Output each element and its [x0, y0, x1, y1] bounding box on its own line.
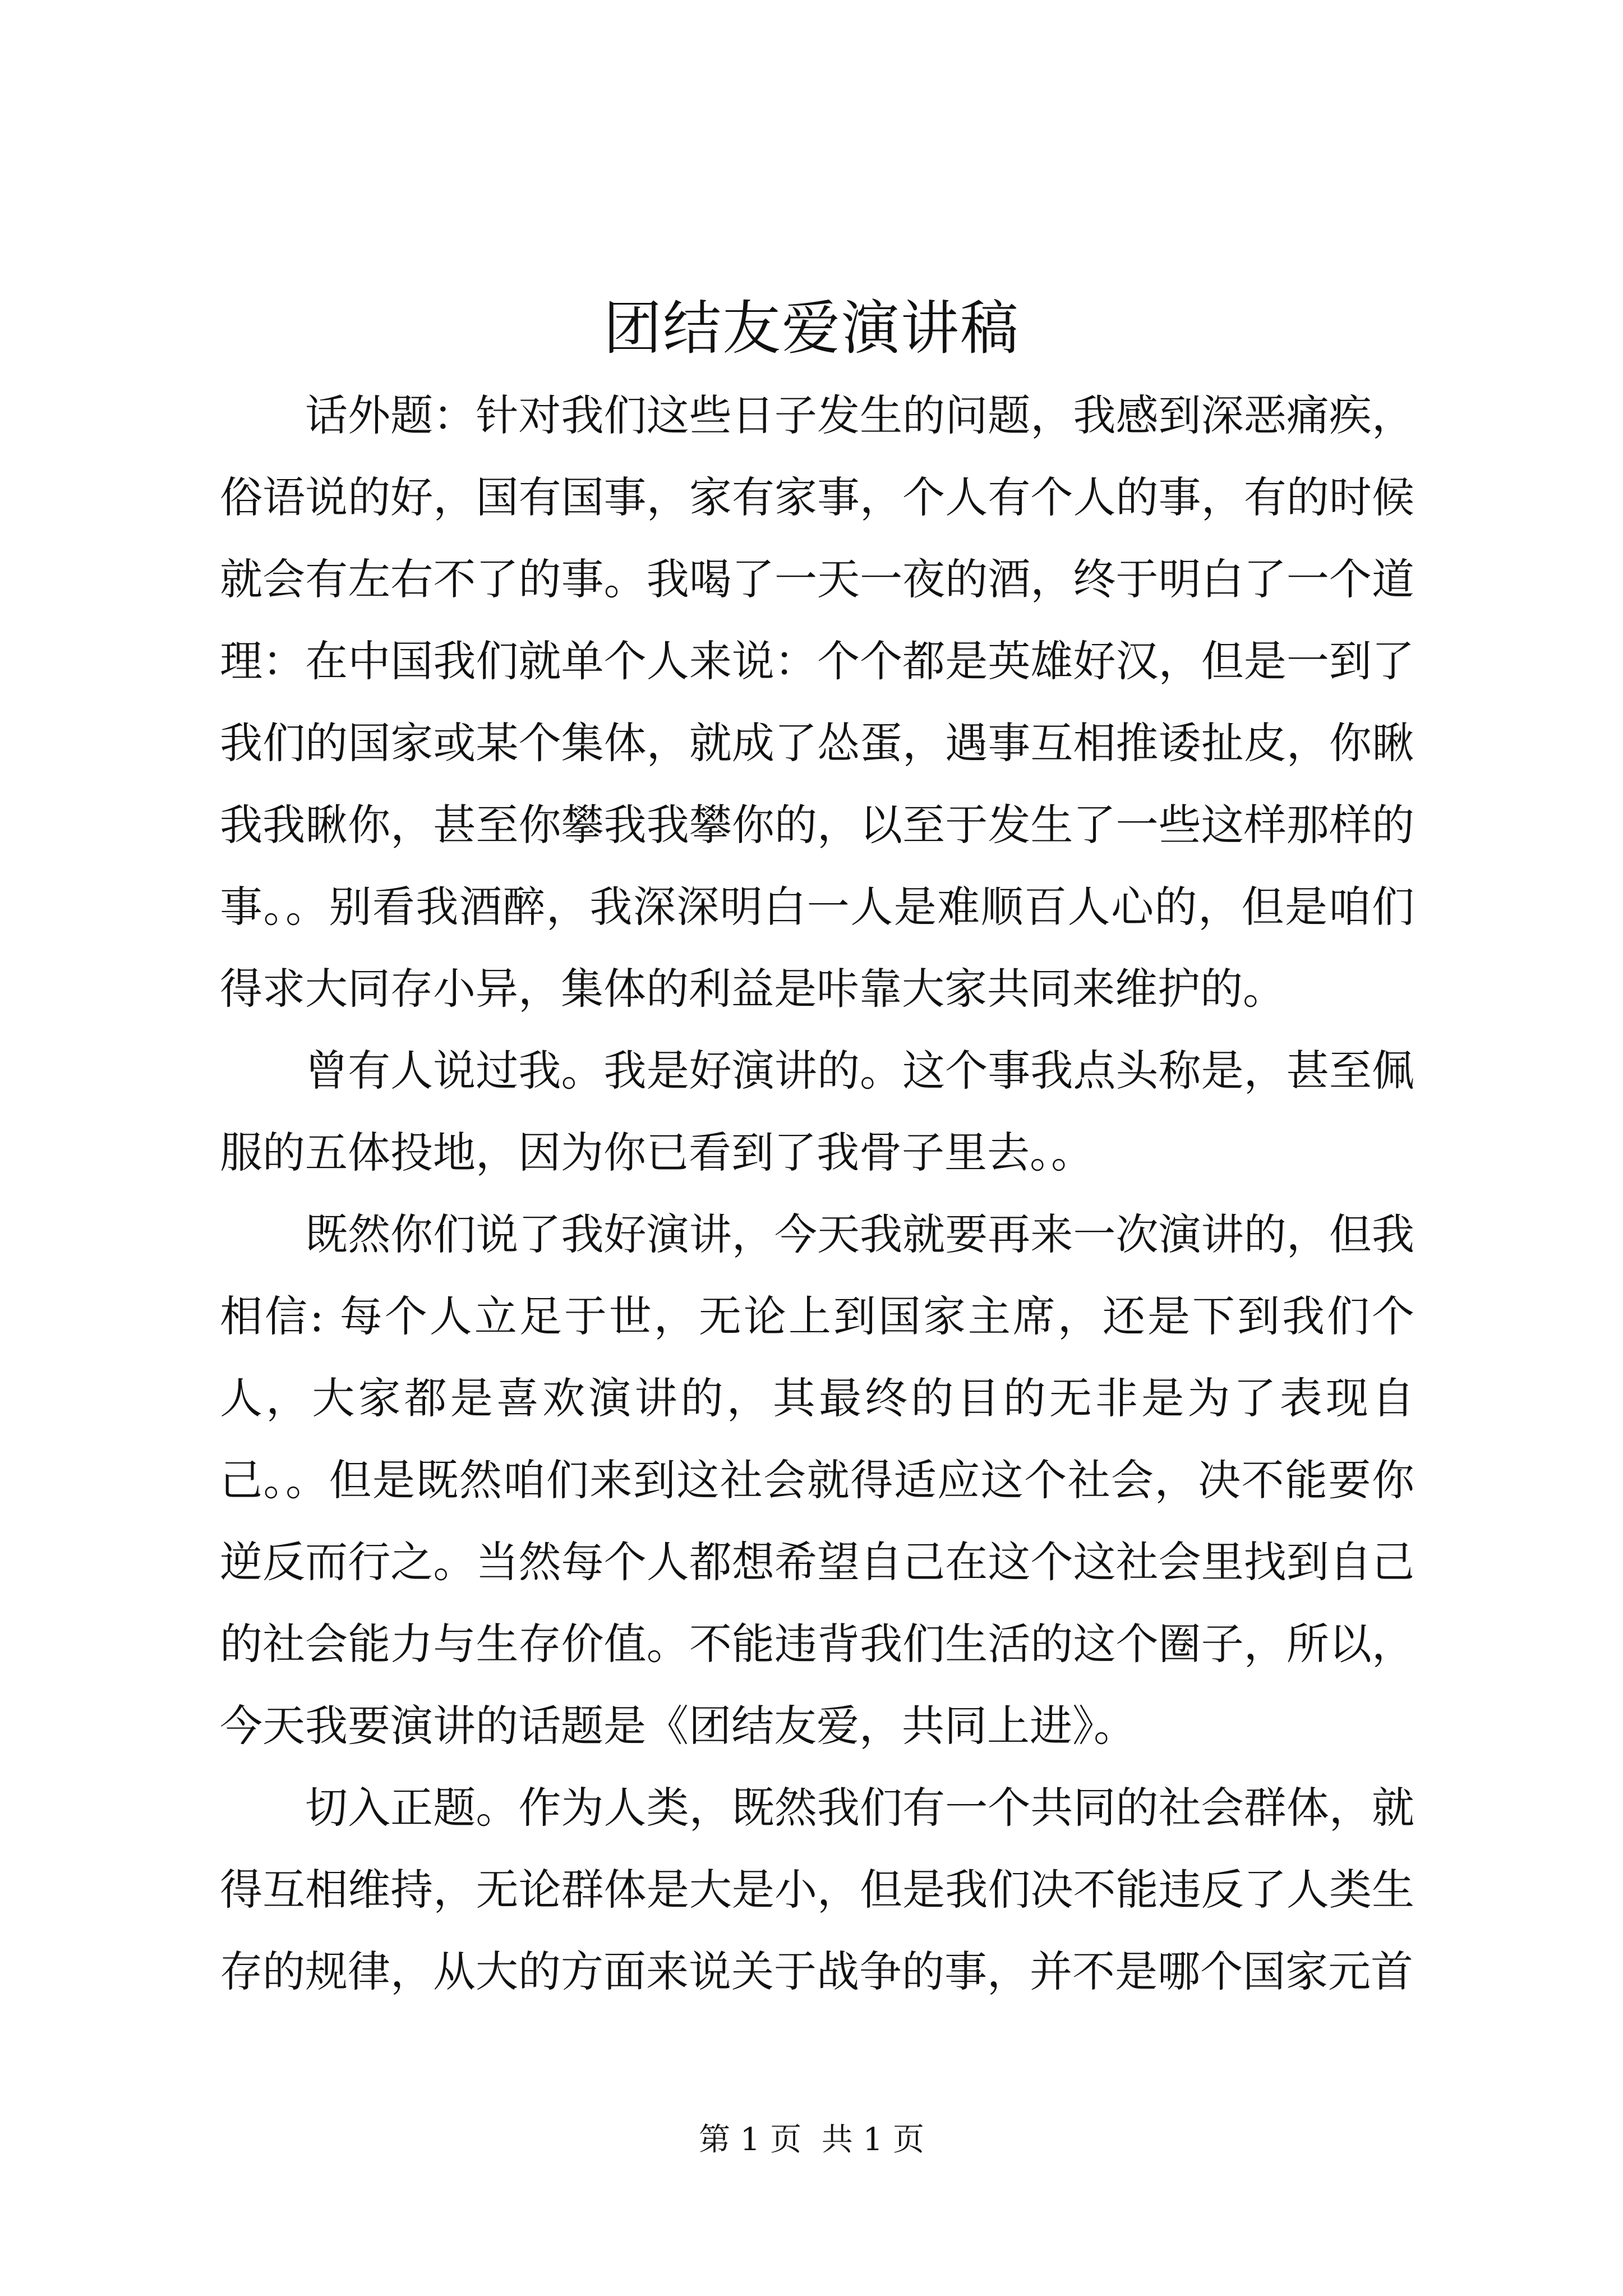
paragraph-3: 既然你们说了我好演讲，今天我就要再来一次演讲的，但我相信: 每个人立足于世，无论上到国家主席，还是下到我们个人，大家都是喜欢演讲的，其最终的目的无非是为了表现自己。。但是既然咱们来到这社会就得适应这个社会，决不能要你逆反而行之。当然每个人都想希望自己在这个这社会里找到自己的社会能力与生存价值。不能违背我们生活的这个圈子，所以，今天我要演讲的话题是《团结友爱，共同上进》。	[220, 1209, 1414, 1751]
paragraph-1: 话外题：针对我们这些日子发生的问题，我感到深恶痛疾，俗语说的好，国有国事，家有家事，个人有个人的事，有的时候就会有左右不了的事。我喝了一天一夜的酒，终于明白了一个道理：在中国我们就单个人来说：个个都是英雄好汉，但是一到了我们的国家或某个集体，就成了怂蛋，遇事互相推诿扯皮，你瞅我我瞅你，甚至你攀我我攀你的，以至于发生了一些这样那样的事。。别看我酒醉，我深深明白一人是难顺百人心的，但是咱们得求大同存小异，集体的利益是咔靠大家共同来维护的。	[220, 390, 1414, 1014]
paragraph-2: 曾有人说过我。我是好演讲的。这个事我点头称是，甚至佩服的五体投地，因为你已看到了我骨子里去。。	[220, 1046, 1414, 1177]
document-title: 团结友爱演讲稿	[603, 294, 1020, 362]
document-body	[220, 375, 1414, 2013]
page-footer	[0, 2120, 1623, 2160]
paragraph-4: 切入正题。作为人类，既然我们有一个共同的社会群体，就得互相维持，无论群体是大是小，但是我们决不能违反了人类生存的规律，从大的方面来说关于战争的事，并不是哪个国家元首	[220, 1783, 1414, 1996]
page-number-label: 第 1 页 共 1 页	[698, 2122, 925, 2158]
